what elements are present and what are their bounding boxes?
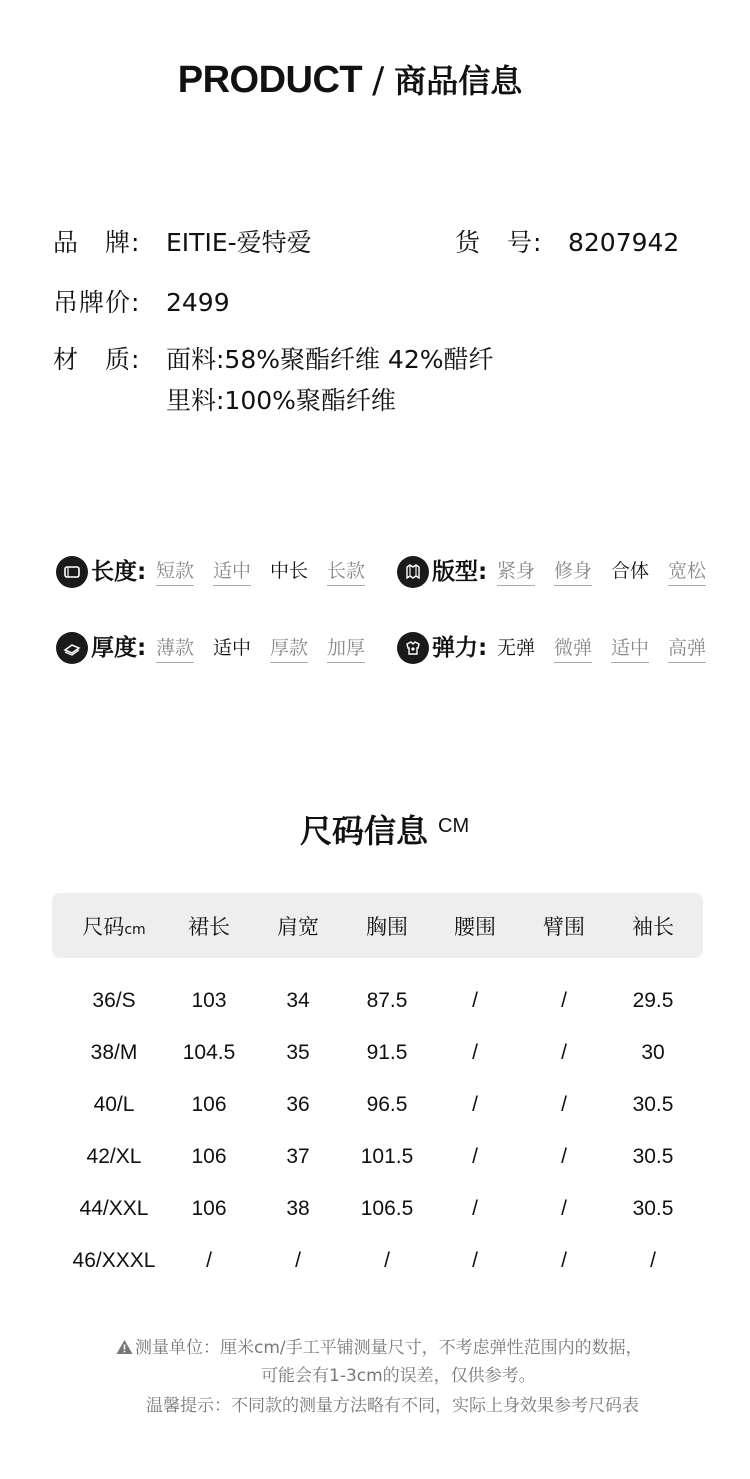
table-header-cell — [64, 913, 164, 944]
thickness-option-thick: 厚款 — [270, 636, 308, 663]
price-value: 2499 — [166, 288, 230, 317]
table-header-label: 腰围 — [454, 915, 496, 939]
length-label: 长度: — [91, 559, 147, 585]
table-cell: 103 — [191, 989, 227, 1012]
thickness-options — [156, 636, 365, 663]
table-cell: 106.5 — [360, 1197, 414, 1220]
fit-option-regular: 合体 — [611, 560, 650, 582]
fit-label: 版型: — [432, 559, 488, 585]
table-header-label: 尺码 — [82, 915, 125, 939]
page-title-en: PRODUCT — [177, 59, 363, 101]
table-cell: / — [472, 1145, 478, 1168]
table-cell: / — [561, 1197, 567, 1220]
table-cell: 37 — [286, 1145, 310, 1168]
table-cell: / — [650, 1249, 656, 1272]
title-separator: / — [372, 60, 385, 101]
thickness-option-thin: 薄款 — [156, 636, 194, 663]
material-lining: 里料:100%聚酯纤维 — [166, 386, 396, 415]
table-header-label: 胸围 — [366, 915, 408, 939]
table-cell: / — [384, 1249, 390, 1272]
elasticity-options — [497, 636, 706, 663]
table-cell: 30 — [641, 1041, 665, 1064]
length-option-medium: 适中 — [213, 559, 251, 586]
table-cell: / — [472, 1041, 478, 1064]
measurement-note-2: 可能会有1-3cm的误差，仅供参考。 — [261, 1366, 536, 1386]
table-header-label: 袖长 — [632, 915, 674, 939]
length-option-short: 短款 — [156, 559, 194, 586]
table-header-cell — [603, 913, 703, 941]
sku-label: 货 号: — [455, 228, 543, 257]
table-header-cell — [248, 913, 348, 941]
elasticity-icon — [397, 632, 429, 664]
elasticity-option-high: 高弹 — [668, 636, 706, 663]
table-header-label: 肩宽 — [277, 915, 319, 939]
thickness-option-medium: 适中 — [213, 637, 252, 659]
table-cell: 106 — [191, 1093, 227, 1116]
thickness-icon — [56, 632, 88, 664]
table-cell: / — [206, 1249, 212, 1272]
material-fabric: 面料:58%聚酯纤维 42%醋纤 — [166, 345, 494, 374]
table-header-cell — [425, 913, 525, 941]
elasticity-option-slight: 微弹 — [554, 636, 592, 663]
table-cell: 96.5 — [366, 1093, 408, 1116]
table-cell: 91.5 — [366, 1041, 408, 1064]
fit-option-tight: 紧身 — [497, 559, 535, 586]
table-cell: 106 — [191, 1197, 227, 1220]
size-title-unit: CM — [438, 815, 470, 837]
size-section-title — [300, 806, 469, 852]
table-cell: / — [472, 1249, 478, 1272]
table-size-cell: 40/L — [93, 1093, 135, 1116]
length-option-mid-long: 中长 — [270, 560, 309, 582]
fit-option-slim: 修身 — [554, 559, 592, 586]
material-label: 材 质: — [53, 345, 141, 374]
table-cell: 101.5 — [360, 1145, 414, 1168]
table-header-cell — [337, 913, 437, 941]
table-size-cell: 46/XXXL — [72, 1249, 156, 1272]
table-cell: / — [561, 1093, 567, 1116]
table-header-label: 臂围 — [543, 915, 585, 939]
table-cell: / — [561, 989, 567, 1012]
brand-label: 品 牌: — [53, 228, 141, 257]
table-cell: 34 — [286, 989, 310, 1012]
table-header-cell — [159, 913, 259, 941]
table-size-cell: 42/XL — [86, 1145, 142, 1168]
table-cell: 104.5 — [182, 1041, 236, 1064]
elasticity-option-medium: 适中 — [611, 636, 649, 663]
table-cell: 30.5 — [632, 1093, 674, 1116]
length-options — [156, 559, 365, 586]
table-header-unit: cm — [124, 922, 146, 938]
elasticity-label: 弹力: — [432, 635, 488, 661]
price-label: 吊牌价: — [53, 288, 141, 317]
table-cell: 30.5 — [632, 1197, 674, 1220]
table-cell: / — [472, 1093, 478, 1116]
measurement-note — [116, 1336, 643, 1360]
table-size-cell: 36/S — [92, 989, 136, 1012]
sku-value: 8207942 — [568, 228, 680, 257]
measurement-note-text: 测量单位：厘米cm/手工平铺测量尺寸，不考虑弹性范围内的数据， — [135, 1338, 643, 1358]
table-header-label: 裙长 — [188, 915, 230, 939]
table-cell: / — [561, 1041, 567, 1064]
table-cell: / — [472, 1197, 478, 1220]
table-cell: 35 — [286, 1041, 310, 1064]
table-cell: / — [295, 1249, 301, 1272]
table-size-cell: 38/M — [90, 1041, 138, 1064]
page-title — [0, 56, 700, 102]
table-cell: / — [561, 1249, 567, 1272]
length-option-long: 长款 — [327, 559, 365, 586]
table-cell: / — [561, 1145, 567, 1168]
thickness-option-extra-thick: 加厚 — [327, 636, 365, 663]
table-cell: 87.5 — [366, 989, 408, 1012]
length-icon — [56, 556, 88, 588]
thickness-label: 厚度: — [91, 635, 147, 661]
table-cell: 38 — [286, 1197, 310, 1220]
table-cell: 30.5 — [632, 1145, 674, 1168]
table-cell: / — [472, 989, 478, 1012]
brand-value: EITIE-爱特爱 — [166, 228, 312, 257]
table-cell: 106 — [191, 1145, 227, 1168]
table-cell: 36 — [286, 1093, 310, 1116]
size-title-text: 尺码信息 — [300, 812, 429, 850]
tip-note: 温馨提示：不同款的测量方法略有不同，实际上身效果参考尺码表 — [146, 1396, 639, 1416]
warning-icon — [116, 1339, 133, 1355]
fit-options — [497, 559, 706, 586]
table-size-cell: 44/XXL — [79, 1197, 149, 1220]
page-title-zh: 商品信息 — [394, 62, 523, 100]
table-header-cell — [514, 913, 614, 941]
table-cell: 29.5 — [632, 989, 674, 1012]
elasticity-option-none: 无弹 — [497, 637, 536, 659]
fit-option-loose: 宽松 — [668, 559, 706, 586]
fit-icon — [397, 556, 429, 588]
